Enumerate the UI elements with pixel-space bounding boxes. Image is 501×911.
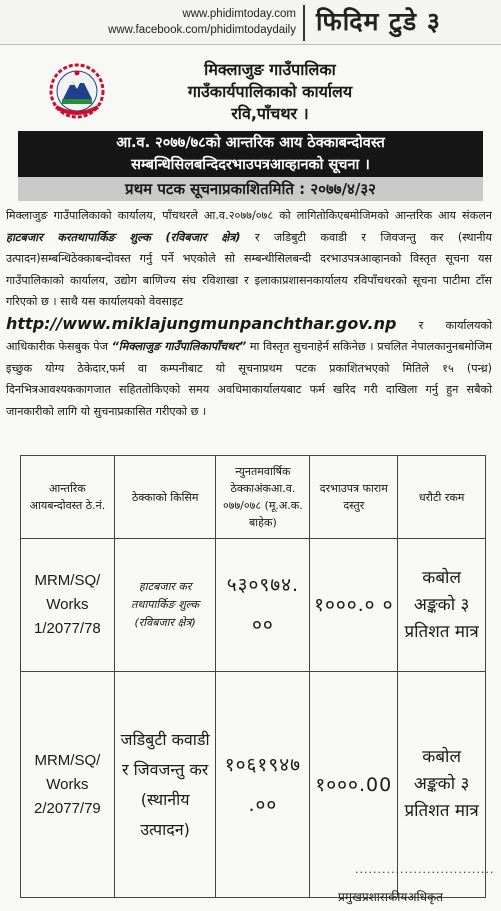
cell-min-amount: ५३०९७४. ०० <box>216 539 310 672</box>
cell-type: जडिबुटी कवाडी र जिवजन्तु कर (स्थानीय उत्पादन) <box>114 672 216 898</box>
body-text-2: र जडिबुटी कवाडी र जिवजन्तु कर (स्थानीय उत्पादन)सम्बन्धिठेक्काबन्दोवस्त गर्नु पर्ने भएकोले सो सम्बन्धीसिलबन्दी दरभाउपत्रआव्हानको विस्तृत सूचना यस गाउँपालिकाको कार्यालय, उद्योग बाणिज्य संघ रविशाखा र इलाकाप्रशासनकार्यालय रविपाँचथरको सूचना पाटीमा टाँस गरिएको छ । साथै यस कार्यालयको वेवसाइट <box>6 230 492 308</box>
cell-ref: MRM/SQ/ Works 2/2077/79 <box>21 672 115 898</box>
table-row <box>21 539 486 672</box>
header-divider <box>303 5 305 41</box>
nepal-emblem-icon <box>48 63 106 119</box>
newspaper-header <box>0 0 501 44</box>
body-text-3: र कार्यालयको आधिकारीक फेसबुक पेज <box>6 318 493 353</box>
header-deposit: धरौटी रकम <box>398 456 486 539</box>
cell-form-fee: १०००.00 <box>310 672 398 898</box>
header-ref: आन्तरिक आयबन्दोवस्त ठे.नं. <box>21 456 115 539</box>
newspaper-brand: फिदिम टुडे ३ <box>316 7 441 36</box>
website-link[interactable]: www.phidimtoday.com <box>182 8 296 20</box>
cell-ref: MRM/SQ/ Works 1/2077/78 <box>21 539 115 672</box>
cell-form-fee: १०००.० ० <box>310 539 398 672</box>
notice-document <box>0 44 501 911</box>
org-line-2: गाउँकार्यपालिकाको कार्यालय <box>187 82 353 101</box>
body-text-4: मा विस्तृत सुचनाहेर्न सकिनेछ । प्रचलित नेपालकानुनबमोजिम इच्छुक योग्य ठेकेदार,फर्म वा कम्पनीबाट यो सूचनाप्रथम पटक प्रकाशितभएको मितिले १५ (पन्ध्र) दिनभित्रआवश्यककागजात सहिततोकिएको समय अवधिमाकार्यालयबाट फर्म खरिद गरी दाखिला गर्नु हुन सबैको जानकारीको लागि यो सुचनाप्रकासित गरीएको छ । <box>6 340 492 418</box>
org-line-3: रवि,पाँचथर । <box>231 104 309 123</box>
contract-table <box>20 455 486 898</box>
header-type: ठेक्काको किसिम <box>114 456 216 539</box>
org-line-1: मिक्लाजुङ गाउँपालिका <box>204 60 336 79</box>
notice-title <box>18 131 483 178</box>
publication-date: प्रथम पटक सूचनाप्रकाशितमिति : २०७७/४/३२ <box>18 177 483 201</box>
cell-min-amount: १०६१९४७ .०० <box>216 672 310 898</box>
notice-body <box>6 205 492 422</box>
header-min-amount: न्युनतमवार्षिक ठेक्काअंकआ.व. ०७७/०७८ (मू.अ.क. बाहेक) <box>216 456 310 539</box>
body-bold-1: हाटबजार करतथापार्किङ शुल्क (रविबजार क्षेत्र) <box>6 230 241 244</box>
header-form-fee: दरभाउपत्र फाराम दस्तुर <box>310 456 398 539</box>
cell-deposit: कबोल अङ्कको ३ प्रतिशत मात्र <box>398 672 486 898</box>
cell-type: हाटबजार कर तथापार्किङ शुल्क (रविबजार क्षेत्र) <box>114 539 216 672</box>
signatory-title: प्रमुखप्रशासकीयअधिकृत <box>338 890 444 904</box>
website-url[interactable]: http://www.miklajungmunpanchthar.gov.np <box>6 313 397 333</box>
signature-line: ............................... <box>355 863 495 876</box>
office-name <box>120 59 420 125</box>
site-links <box>108 6 296 38</box>
body-text-1: मिक्लाजुङ गाउँपालिकाको कार्यालय, पाँचथरले आ.व.२०७७/०७८ को लागितोकिएबमोजिमको आन्तरिक आय संकलन <box>6 209 492 222</box>
table-header-row <box>21 456 486 539</box>
cell-deposit: कबोल अङ्कको ३ प्रतिशत मात्र <box>398 539 486 672</box>
title-line-1: आ.व. २०७७/७८को आन्तरिक आय ठेक्काबन्दोवस्त <box>116 135 385 151</box>
facebook-page-name: “मिक्लाजुङ गाउँपालिकापाँचथर” <box>111 340 247 353</box>
facebook-link[interactable]: www.facebook.com/phidimtodaydaily <box>108 24 296 36</box>
title-line-2: सम्बन्धिसिलबन्दिदरभाउपत्रआव्हानको सूचना । <box>131 157 370 173</box>
